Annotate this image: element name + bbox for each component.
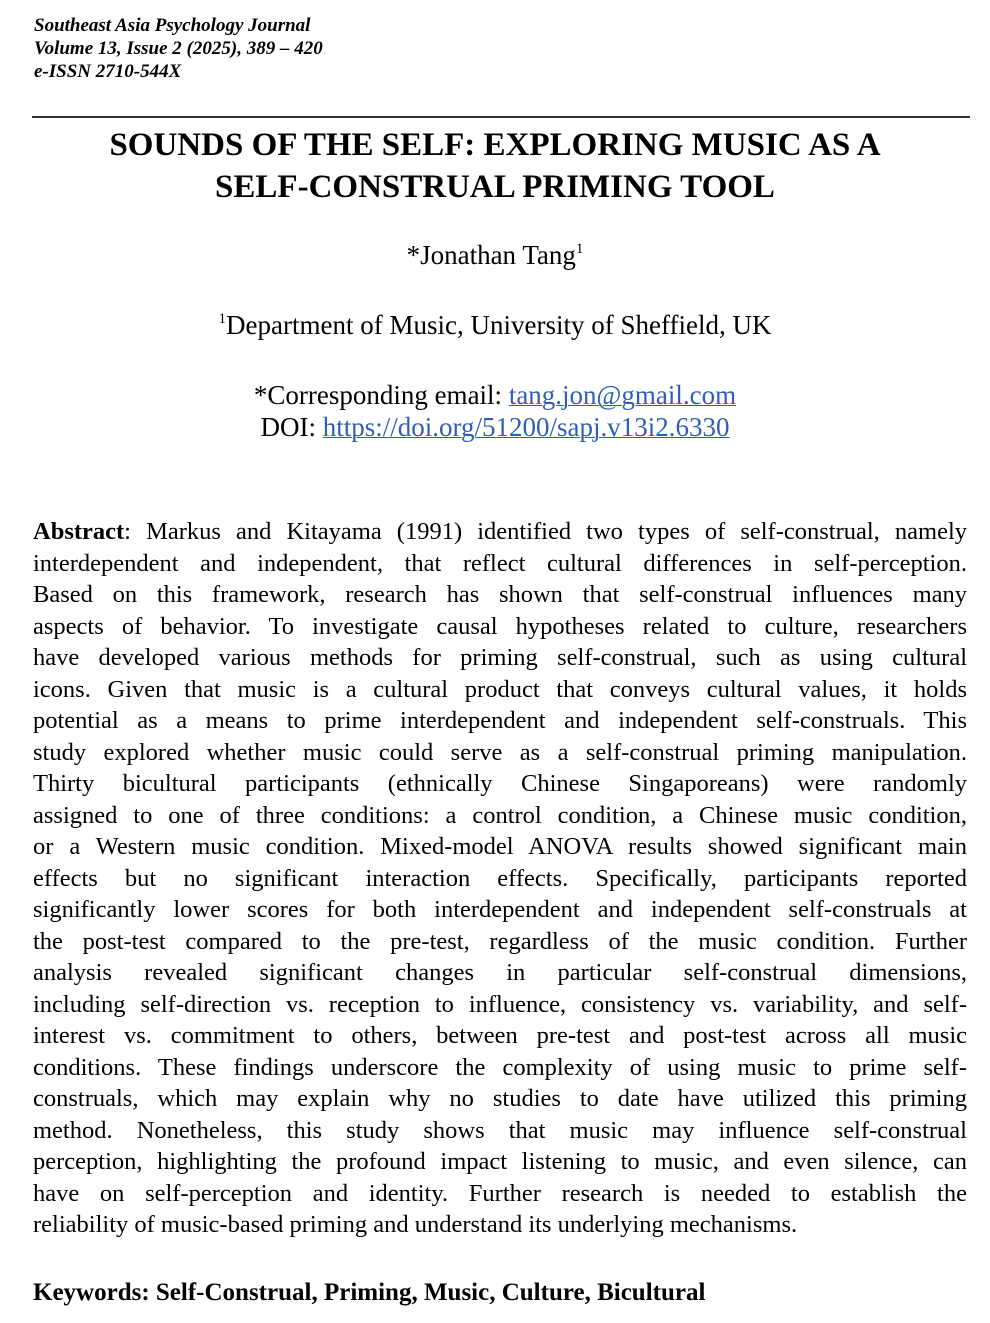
abstract-line: perception, highlighting the profound impact listening to music, and even silence, can [33, 1148, 967, 1175]
abstract-line: have on self-perception and identity. Further research is needed to establish the [33, 1179, 967, 1207]
doi-label: DOI: [260, 412, 323, 442]
journal-volume: Volume 13, Issue 2 (2025), 389 – 420 [34, 38, 323, 59]
abstract [33, 516, 967, 1241]
header-divider [32, 116, 970, 118]
affiliation-line [0, 309, 990, 341]
abstract-line: conditions. These findings underscore the complexity of using music to prime self- [33, 1053, 967, 1081]
abstract-line: interdependent and independent, that reflect cultural differences in self-perception. [33, 549, 967, 577]
abstract-line: or a Western music condition. Mixed-model ANOVA results showed significant main [33, 833, 967, 860]
abstract-line: aspects of behavior. To investigate causal hypotheses related to culture, researchers [33, 612, 967, 640]
abstract-line: reliability of music-based priming and understand its underlying mechanisms. [33, 1211, 798, 1238]
journal-name: Southeast Asia Psychology Journal [34, 15, 311, 36]
affiliation-text: Department of Music, University of Sheffield, UK [226, 310, 772, 340]
abstract-line: Thirty bicultural participants (ethnically Chinese Singaporeans) were randomly [33, 770, 967, 797]
email-label: *Corresponding email: [253, 380, 509, 410]
abstract-line: the post-test compared to the pre-test, regardless of the music condition. Further [33, 927, 967, 955]
journal-header [34, 14, 323, 83]
abstract-line [33, 516, 967, 548]
title-line-2: SELF-CONSTRUAL PRIMING TOOL [215, 169, 775, 205]
author-name: *Jonathan Tang [406, 240, 576, 270]
abstract-label: Abstract [33, 518, 125, 545]
paper-title [0, 124, 990, 208]
doi-line [0, 411, 990, 443]
journal-issn: e-ISSN 2710-544X [34, 61, 182, 82]
abstract-line: including self-direction vs. reception to influence, consistency vs. variability, and self- [33, 990, 967, 1018]
abstract-body [33, 548, 967, 1241]
abstract-line: potential as a means to prime interdependent and independent self-construals. This [33, 707, 967, 734]
abstract-line: construals, which may explain why no studies to date have utilized this priming [33, 1085, 967, 1112]
abstract-line: method. Nonetheless, this study shows that music may influence self-construal [33, 1116, 967, 1144]
email-link[interactable]: tang.jon@gmail.com [508, 380, 737, 410]
abstract-line: assigned to one of three conditions: a control condition, a Chinese music condition, [33, 801, 967, 829]
abstract-line: interest vs. commitment to others, between pre-test and post-test across all music [33, 1022, 967, 1049]
doi-link[interactable]: https://doi.org/51200/sapj.v13i2.6330 [322, 412, 730, 442]
author-line [0, 239, 990, 271]
keywords: Keywords: Self-Construal, Priming, Music, Culture, Bicultural [33, 1279, 706, 1306]
corresponding-email-line [0, 379, 990, 411]
abstract-line-text: : Markus and Kitayama (1991) identified two types of self-construal, namely [124, 518, 967, 545]
abstract-line: icons. Given that music is a cultural product that conveys cultural values, it holds [33, 675, 967, 703]
affiliation-marker: 1 [218, 311, 227, 327]
abstract-line: effects but no significant interaction effects. Specifically, participants reported [33, 864, 967, 892]
abstract-line: have developed various methods for priming self-construal, such as using cultural [33, 644, 967, 671]
title-line-1: SOUNDS OF THE SELF: EXPLORING MUSIC AS A [109, 127, 881, 163]
abstract-line: Based on this framework, research has shown that self-construal influences many [33, 581, 967, 608]
abstract-line: study explored whether music could serve as a self-construal priming manipulation. [33, 738, 967, 766]
abstract-line: significantly lower scores for both interdependent and independent self-construals at [33, 896, 967, 923]
author-affiliation-marker: 1 [575, 241, 584, 257]
abstract-line: analysis revealed significant changes in particular self-construal dimensions, [33, 959, 967, 986]
